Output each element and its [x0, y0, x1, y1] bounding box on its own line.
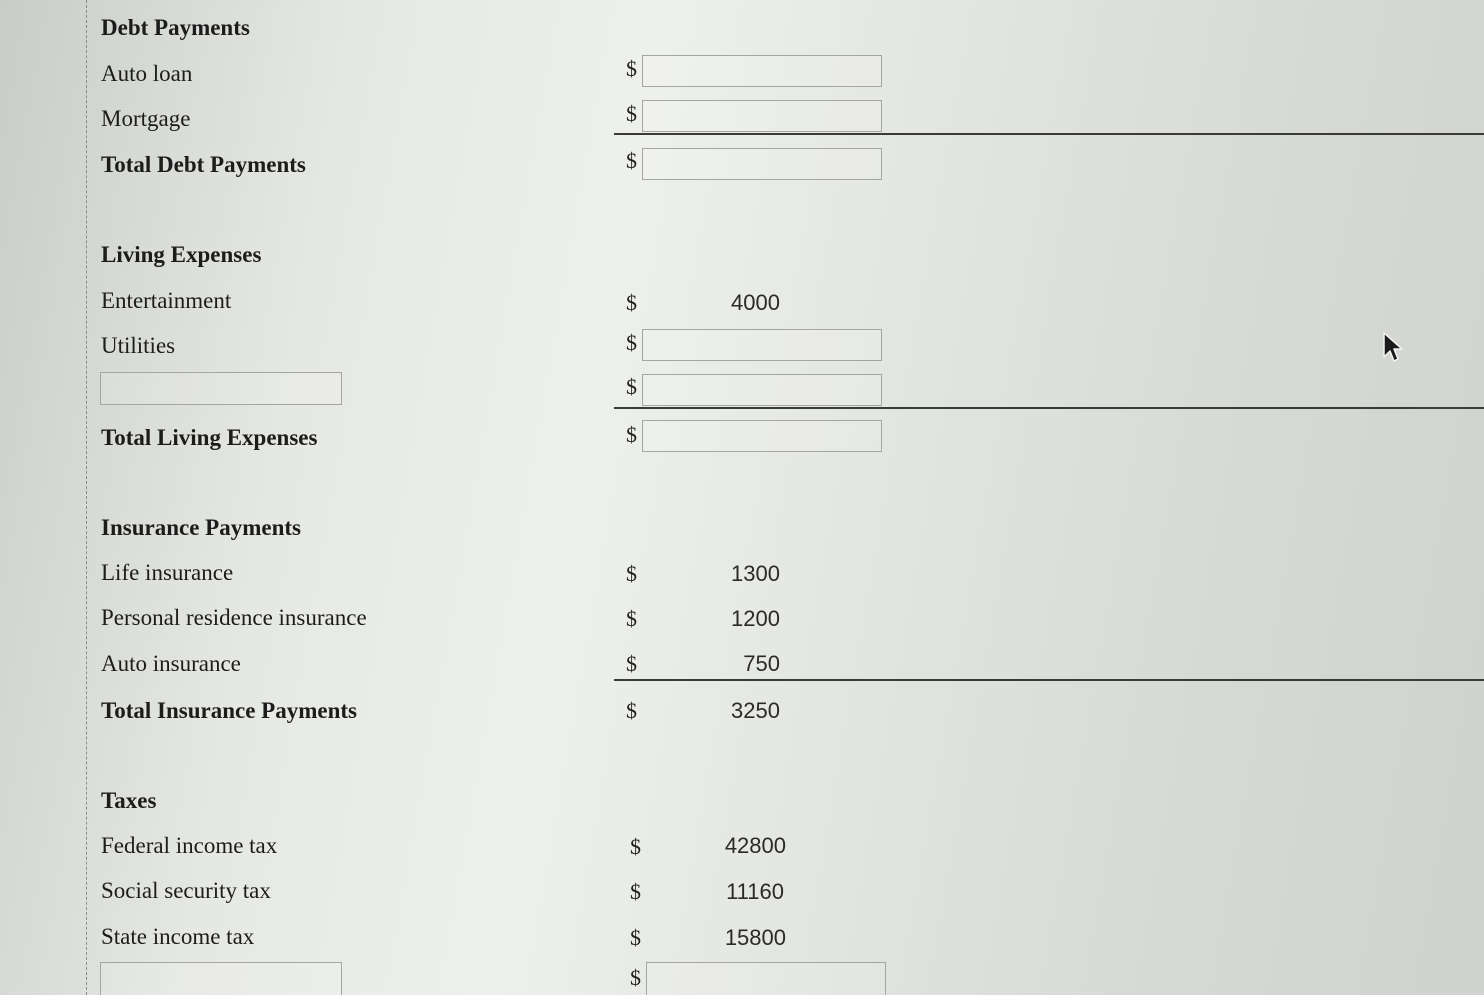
total-debt-payments-label: Total Debt Payments	[101, 152, 306, 177]
currency-symbol: $	[630, 879, 641, 904]
other-tax-label-input[interactable]	[100, 962, 342, 995]
debt-payments-heading: Debt Payments	[101, 15, 250, 40]
currency-symbol: $	[626, 374, 637, 399]
mortgage-input[interactable]	[642, 100, 882, 132]
other-living-expense-amount-input[interactable]	[642, 374, 882, 406]
debt-subtotal-rule	[614, 133, 1484, 135]
life-insurance-label: Life insurance	[101, 560, 234, 585]
currency-symbol: $	[626, 651, 637, 676]
total-living-expenses-label: Total Living Expenses	[101, 425, 318, 450]
currency-symbol: $	[626, 330, 637, 355]
living-subtotal-rule	[614, 407, 1484, 409]
auto-insurance-label: Auto insurance	[101, 651, 241, 676]
auto-loan-label: Auto loan	[101, 61, 193, 86]
utilities-input[interactable]	[642, 329, 882, 361]
auto-loan-input[interactable]	[642, 55, 882, 87]
other-living-expense-label-input[interactable]	[100, 372, 342, 405]
insurance-subtotal-rule	[614, 679, 1484, 681]
social-security-tax-value: 11160	[726, 879, 784, 904]
total-insurance-payments-value: 3250	[731, 698, 780, 723]
currency-symbol: $	[630, 834, 641, 859]
insurance-payments-heading: Insurance Payments	[101, 515, 301, 540]
utilities-label: Utilities	[101, 333, 176, 358]
total-insurance-payments-label: Total Insurance Payments	[101, 698, 357, 723]
life-insurance-value: 1300	[731, 561, 780, 586]
federal-income-tax-value: 42800	[724, 833, 786, 858]
currency-symbol: $	[626, 698, 637, 723]
entertainment-value: 4000	[731, 290, 780, 315]
currency-symbol: $	[630, 965, 641, 990]
currency-symbol: $	[626, 148, 637, 173]
state-income-tax-value: 15800	[724, 925, 786, 950]
auto-insurance-value: 750	[743, 651, 780, 676]
federal-income-tax-label: Federal income tax	[101, 833, 278, 858]
state-income-tax-label: State income tax	[101, 924, 255, 949]
taxes-heading: Taxes	[101, 788, 157, 813]
mouse-pointer-icon	[1382, 331, 1404, 368]
currency-symbol: $	[626, 101, 637, 126]
entertainment-label: Entertainment	[101, 288, 232, 313]
currency-symbol: $	[630, 925, 641, 950]
currency-symbol: $	[626, 561, 637, 586]
living-expenses-heading: Living Expenses	[101, 242, 262, 267]
personal-residence-insurance-value: 1200	[731, 606, 780, 631]
left-margin-rule	[86, 0, 87, 995]
currency-symbol: $	[626, 290, 637, 315]
total-living-expenses-input[interactable]	[642, 420, 882, 452]
personal-residence-insurance-label: Personal residence insurance	[101, 605, 367, 630]
currency-symbol: $	[626, 606, 637, 631]
other-tax-amount-input[interactable]	[646, 962, 886, 995]
mortgage-label: Mortgage	[101, 106, 191, 131]
total-debt-payments-input[interactable]	[642, 148, 882, 180]
currency-symbol: $	[626, 56, 637, 81]
currency-symbol: $	[626, 422, 637, 447]
social-security-tax-label: Social security tax	[101, 878, 271, 903]
